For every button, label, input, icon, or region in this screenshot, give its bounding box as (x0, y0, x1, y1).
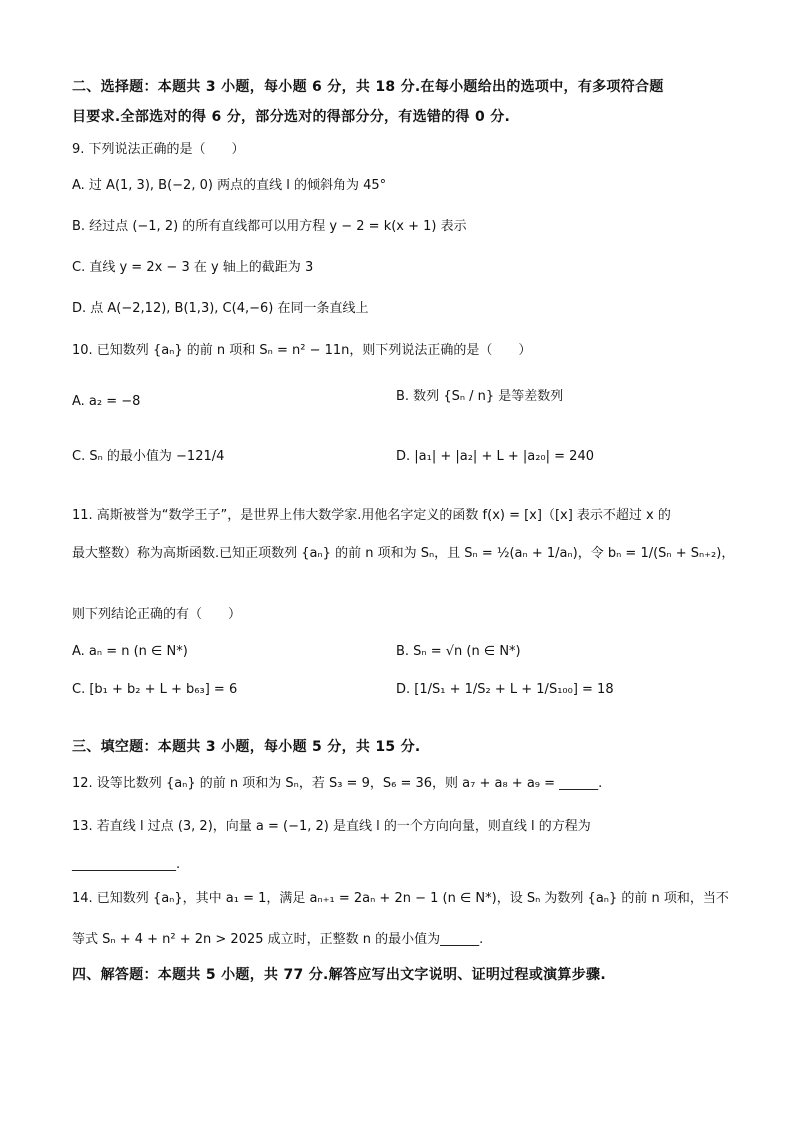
q10-option-c: C. Sₙ 的最小值为 −121/4 (72, 449, 225, 464)
section2-header-line1: 二、选择题：本题共 3 小题，每小题 6 分，共 18 分.在每小题给出的选项中，有多项符合题 (72, 79, 664, 95)
q10-option-a: A. a₂ = −8 (72, 394, 141, 409)
q14-line2: 等式 Sₙ + 4 + n² + 2n > 2025 成立时，正整数 n 的最小值为______. (72, 932, 484, 947)
q11-option-a: A. aₙ = n (n ∈ N*) (72, 644, 188, 659)
q11-option-d: D. [1/S₁ + 1/S₂ + L + 1/S₁₀₀] = 18 (396, 682, 614, 697)
section3-header: 三、填空题：本题共 3 小题，每小题 5 分，共 15 分. (72, 739, 421, 755)
q11-line1: 11. 高斯被誉为“数学王子”，是世界上伟大数学家.用他名字定义的函数 f(x) = [x]（[x] 表示不超过 x 的 (72, 508, 671, 523)
section4-header: 四、解答题：本题共 5 小题，共 77 分.解答应写出文字说明、证明过程或演算步骤. (72, 967, 606, 983)
q12-stem: 12. 设等比数列 {aₙ} 的前 n 项和为 Sₙ，若 S₃ = 9，S₆ = 36，则 a₇ + a₈ + a₉ = ______. (72, 776, 603, 791)
q10-stem: 10. 已知数列 {aₙ} 的前 n 项和 Sₙ = n² − 11n，则下列说法正确的是（ ） (72, 343, 532, 358)
q14-line1: 14. 已知数列 {aₙ}，其中 a₁ = 1，满足 aₙ₊₁ = 2aₙ + 2n − 1 (n ∈ N*)，设 Sₙ 为数列 {aₙ} 的前 n 项和，当不 (72, 891, 729, 906)
q10-option-d: D. |a₁| + |a₂| + L + |a₂₀| = 240 (396, 449, 594, 464)
q13-stem: 13. 若直线 l 过点 (3, 2)，向量 a = (−1, 2) 是直线 l 的一个方向向量，则直线 l 的方程为 (72, 819, 591, 834)
q9-option-c: C. 直线 y = 2x − 3 在 y 轴上的截距为 3 (72, 260, 314, 275)
q10-option-b: B. 数列 {Sₙ / n} 是等差数列 (396, 389, 564, 404)
q11-line2: 最大整数）称为高斯函数.已知正项数列 {aₙ} 的前 n 项和为 Sₙ，且 Sₙ = ½(aₙ + 1/aₙ)，令 bₙ = 1/(Sₙ + Sₙ₊₂)， (72, 546, 735, 561)
section2-header-line2: 目要求.全部选对的得 6 分，部分选对的得部分分，有选错的得 0 分. (72, 109, 511, 125)
q13-answer-blank: ________________. (72, 857, 181, 872)
q9-option-b: B. 经过点 (−1, 2) 的所有直线都可以用方程 y − 2 = k(x + 1) 表示 (72, 219, 467, 234)
q11-line3: 则下列结论正确的有（ ） (72, 607, 242, 622)
q11-option-b: B. Sₙ = √n (n ∈ N*) (396, 644, 521, 659)
q9-option-d: D. 点 A(−2,12), B(1,3), C(4,−6) 在同一条直线上 (72, 301, 369, 316)
q9-stem: 9. 下列说法正确的是（ ） (72, 142, 245, 157)
q9-option-a: A. 过 A(1, 3), B(−2, 0) 两点的直线 l 的倾斜角为 45° (72, 178, 387, 193)
q11-option-c: C. [b₁ + b₂ + L + b₆₃] = 6 (72, 682, 238, 697)
